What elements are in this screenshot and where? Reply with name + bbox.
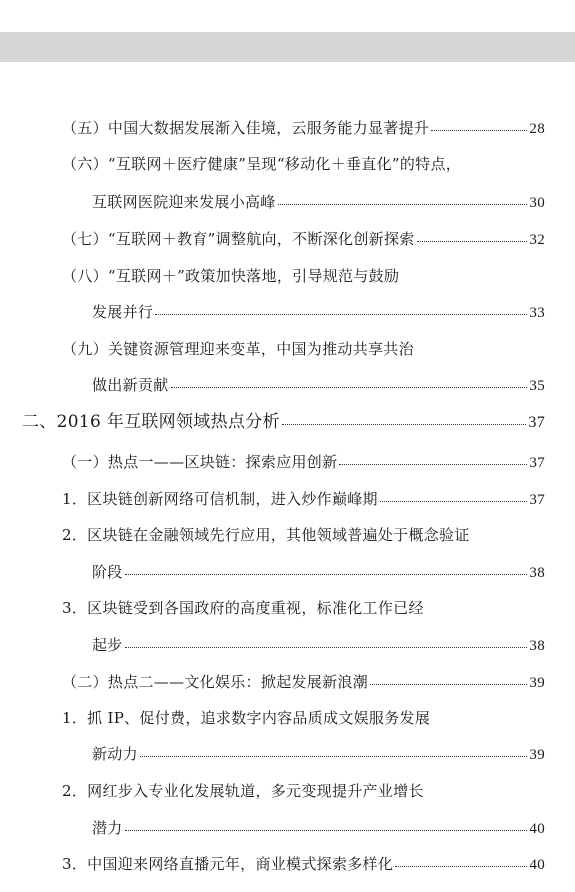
toc-entry-continuation[interactable] bbox=[92, 744, 545, 765]
toc-page-number: 39 bbox=[529, 747, 545, 763]
toc-page-number: 33 bbox=[529, 305, 545, 321]
leader-dots bbox=[282, 424, 527, 425]
toc-page-number: 28 bbox=[529, 121, 545, 137]
toc-entry[interactable] bbox=[62, 154, 545, 174]
toc-page-number: 35 bbox=[529, 378, 545, 394]
toc-chapter-entry[interactable] bbox=[22, 412, 545, 433]
leader-dots bbox=[125, 647, 528, 648]
toc-entry-continuation[interactable] bbox=[92, 192, 545, 213]
page-header-band bbox=[0, 32, 575, 62]
toc-entry[interactable] bbox=[62, 525, 545, 545]
toc-entry-continuation[interactable] bbox=[92, 635, 545, 656]
toc-page-number: 32 bbox=[529, 232, 545, 248]
leader-dots bbox=[395, 866, 527, 867]
toc-entry-title: （九）关键资源管理迎来变革，中国为推动共享共治 bbox=[62, 340, 414, 358]
toc-entry-title: 阶段 bbox=[92, 563, 123, 581]
leader-dots bbox=[125, 830, 528, 831]
toc-entry[interactable] bbox=[62, 452, 545, 473]
toc-entry[interactable] bbox=[62, 489, 545, 510]
toc-page-number: 37 bbox=[529, 455, 545, 471]
toc-entry-title: （八）“互联网＋”政策加快落地，引导规范与鼓励 bbox=[62, 267, 400, 285]
leader-dots bbox=[339, 464, 527, 465]
toc-entry[interactable] bbox=[62, 229, 545, 250]
leader-dots bbox=[125, 574, 528, 575]
toc-entry-title: 潜力 bbox=[92, 819, 123, 837]
toc-entry-continuation[interactable] bbox=[92, 302, 545, 323]
toc-page-number: 38 bbox=[529, 638, 545, 654]
toc-page-number: 40 bbox=[529, 821, 545, 837]
toc-entry-title: （七）“互联网＋教育”调整航向，不断深化创新探索 bbox=[62, 230, 415, 248]
toc-entry-continuation[interactable] bbox=[92, 375, 545, 396]
toc-entry[interactable] bbox=[62, 266, 545, 286]
leader-dots bbox=[171, 387, 528, 388]
toc-entry[interactable] bbox=[62, 708, 545, 728]
toc-entry-continuation[interactable] bbox=[92, 818, 545, 839]
leader-dots bbox=[140, 756, 527, 757]
leader-dots bbox=[370, 684, 527, 685]
toc-entry-continuation[interactable] bbox=[92, 562, 545, 583]
toc-entry-title: 2．网红步入专业化发展轨道，多元变现提升产业增长 bbox=[62, 782, 424, 800]
toc-entry-title: 1．抓 IP、促付费，追求数字内容品质成文娱服务发展 bbox=[62, 709, 431, 727]
toc-entry[interactable] bbox=[62, 598, 545, 618]
toc-page-number: 38 bbox=[529, 565, 545, 581]
toc-entry-title: （六）“互联网＋医疗健康”呈现“移动化＋垂直化”的特点， bbox=[62, 155, 462, 173]
toc-entry-title: 起步 bbox=[92, 636, 123, 654]
leader-dots bbox=[278, 204, 528, 205]
toc-page-number: 37 bbox=[529, 492, 545, 508]
toc-page-number: 30 bbox=[529, 195, 545, 211]
toc-entry[interactable] bbox=[62, 339, 545, 359]
toc-chapter-title: 二、2016 年互联网领域热点分析 bbox=[22, 412, 280, 432]
toc-page-number: 37 bbox=[528, 414, 545, 431]
toc-entry-title: 新动力 bbox=[92, 745, 138, 763]
toc-entry-title: 3．中国迎来网络直播元年，商业模式探索多样化 bbox=[62, 855, 394, 873]
toc-entry[interactable] bbox=[62, 672, 545, 693]
toc-entry-title: 1．区块链创新网络可信机制，进入炒作巅峰期 bbox=[62, 490, 378, 508]
leader-dots bbox=[380, 501, 528, 502]
toc-entry-title: （五）中国大数据发展渐入佳境，云服务能力显著提升 bbox=[62, 119, 430, 137]
toc-entry-title: （一）热点一——区块链：探索应用创新 bbox=[62, 453, 338, 471]
toc-entry-title: 做出新贡献 bbox=[92, 376, 169, 394]
toc-entry[interactable] bbox=[62, 118, 545, 139]
toc-entry-title: 3．区块链受到各国政府的高度重视，标准化工作已经 bbox=[62, 599, 424, 617]
toc-entry-title: 2．区块链在金融领域先行应用，其他领域普遍处于概念验证 bbox=[62, 526, 470, 544]
toc-entry-title: 互联网医院迎来发展小高峰 bbox=[92, 193, 276, 211]
toc-entry-title: 发展并行 bbox=[92, 303, 154, 321]
toc-page-number: 40 bbox=[529, 857, 545, 873]
leader-dots bbox=[431, 130, 527, 131]
leader-dots bbox=[155, 314, 527, 315]
toc-entry[interactable] bbox=[62, 854, 545, 875]
toc-entry[interactable] bbox=[62, 781, 545, 801]
toc-entry-title: （二）热点二——文化娱乐：掀起发展新浪潮 bbox=[62, 673, 369, 691]
leader-dots bbox=[417, 241, 528, 242]
toc-page-number: 39 bbox=[529, 675, 545, 691]
